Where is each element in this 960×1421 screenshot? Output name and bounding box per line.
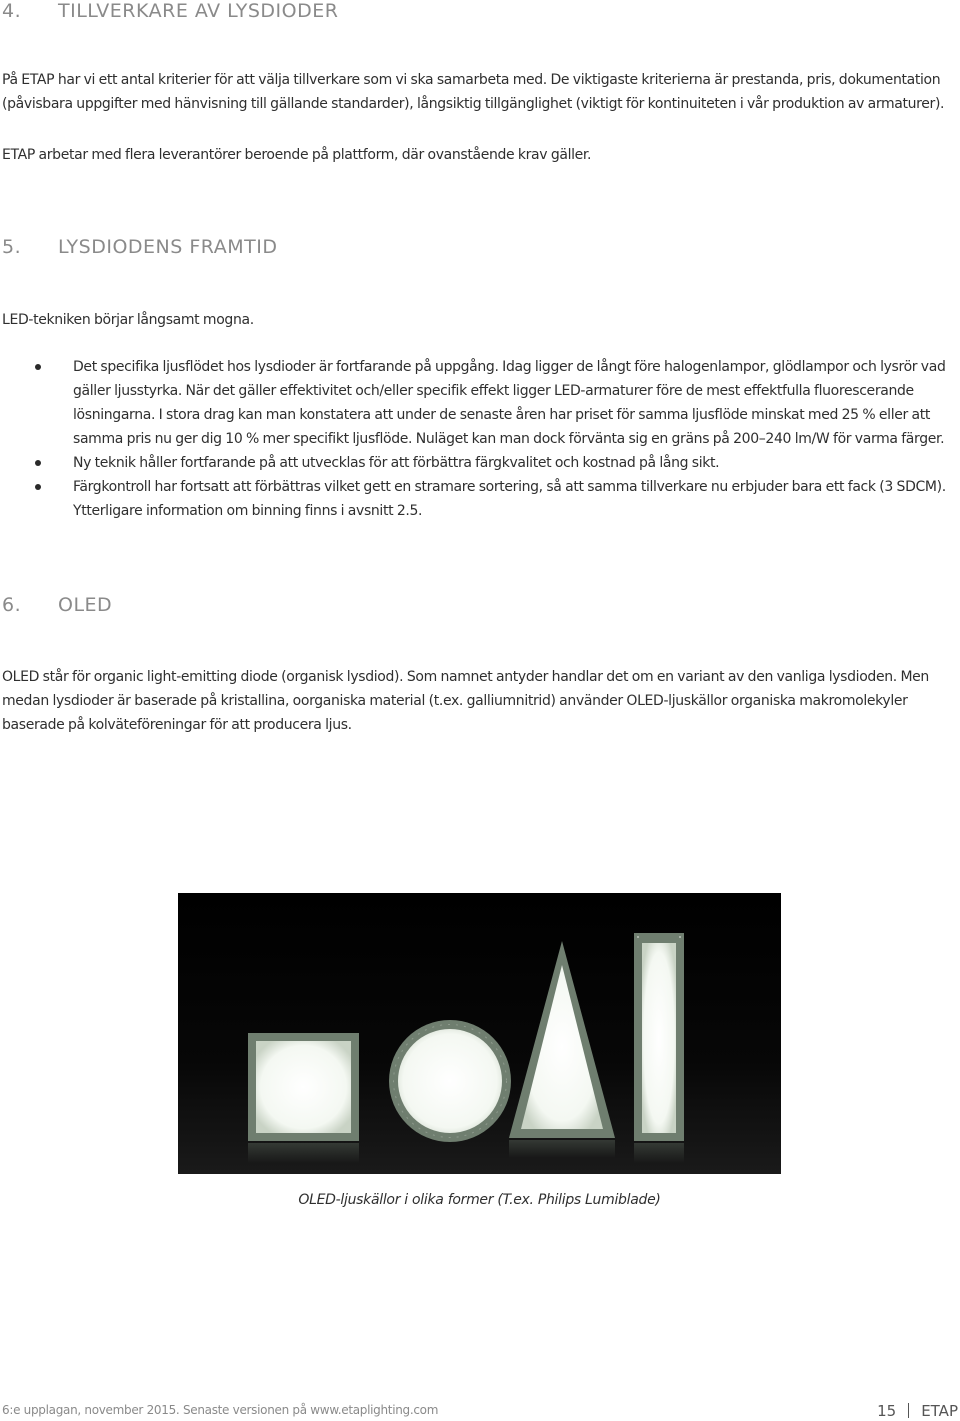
list-item <box>30 475 960 523</box>
section-4-number: 4. <box>2 0 22 22</box>
section-4-paragraph-2: ETAP arbetar med flera leverantörer beroende på plattform, där ovanstående krav gäller. <box>2 147 592 163</box>
list-item-text: Ny teknik håller fortfarande på att utvecklas för att förbättra färgkvalitet och kostnad på lång sikt. <box>73 455 720 471</box>
oled-shapes-photo <box>178 893 781 1174</box>
bullet-icon <box>35 364 41 370</box>
bullet-icon <box>35 460 41 466</box>
section-6-paragraph: OLED står för organic light-emitting diode (organisk lysdiod). Som namnet antyder handlar det om en variant av den vanliga lysdioden. Men medan lysdioder är baserade på kristallina, oorganiska material (t.ex. galliumnitrid) använder OLED-ljuskällor organiska makromolekyler baserade på kolväteföreningar för att producera ljus. <box>2 669 929 733</box>
section-5-heading <box>2 236 277 258</box>
footer-divider <box>908 1403 909 1418</box>
section-6-heading <box>2 594 112 616</box>
section-5-intro: LED-tekniken börjar långsamt mogna. <box>2 312 254 328</box>
oled-shapes-illustration <box>178 893 781 1174</box>
list-item <box>30 451 960 475</box>
footer-edition: 6:e upplagan, november 2015. Senaste versionen på www.etaplighting.com <box>2 1403 439 1417</box>
section-4-title: TILLVERKARE AV LYSDIODER <box>58 0 339 22</box>
figure-caption: OLED-ljuskällor i olika former (T.ex. Philips Lumiblade) <box>298 1192 661 1208</box>
section-5-number: 5. <box>2 236 22 258</box>
list-item-text: Färgkontroll har fortsatt att förbättras vilket gett en stramare sortering, så att samma tillverkare nu erbjuder bara ett fack (3 SDCM). Ytterligare information om binning finns i avsnitt 2.5. <box>73 479 946 519</box>
footer-brand: ETAP <box>921 1402 958 1420</box>
page-number: 15 <box>877 1402 897 1420</box>
bullet-icon <box>35 484 41 490</box>
list-item-text: Det specifika ljusflödet hos lysdioder är fortfarande på uppgång. Idag ligger de långt före halogenlampor, glödlampor och lysrör vad gäller ljusstyrka. När det gäller effektivitet och/eller specifik effekt ligger LED-armaturer före de mest effektfulla fluorescerande lösningarna. I stora drag kan man konstatera att under de senaste åren har priset för samma ljusflöde minskat med 25 % eller att samma pris nu ger dig 10 % mer specifikt ljusflöde. Nuläget kan man dock förvänta sig en gräns på 200–240 lm/W för varma färger. <box>73 359 946 447</box>
section-5-title: LYSDIODENS FRAMTID <box>58 236 278 258</box>
square-oled-panel <box>248 1033 359 1163</box>
section-6-title: OLED <box>58 594 113 616</box>
section-4-paragraph-1: På ETAP har vi ett antal kriterier för att välja tillverkare som vi ska samarbeta med. De viktigaste kriterierna är prestanda, pris, dokumentation (påvisbara uppgifter med hänvisning till gällande standarder), långsiktig tillgänglighet (viktigt för kontinuiteten i vår produktion av armaturer). <box>2 72 945 112</box>
list-item <box>30 355 960 451</box>
section-4-heading <box>2 0 338 22</box>
circle-oled-panel <box>389 1020 511 1142</box>
section-6-number: 6. <box>2 594 22 616</box>
rectangle-oled-panel <box>634 933 684 1163</box>
section-5-bullet-list <box>30 355 960 523</box>
footer-page-info <box>877 1402 958 1420</box>
